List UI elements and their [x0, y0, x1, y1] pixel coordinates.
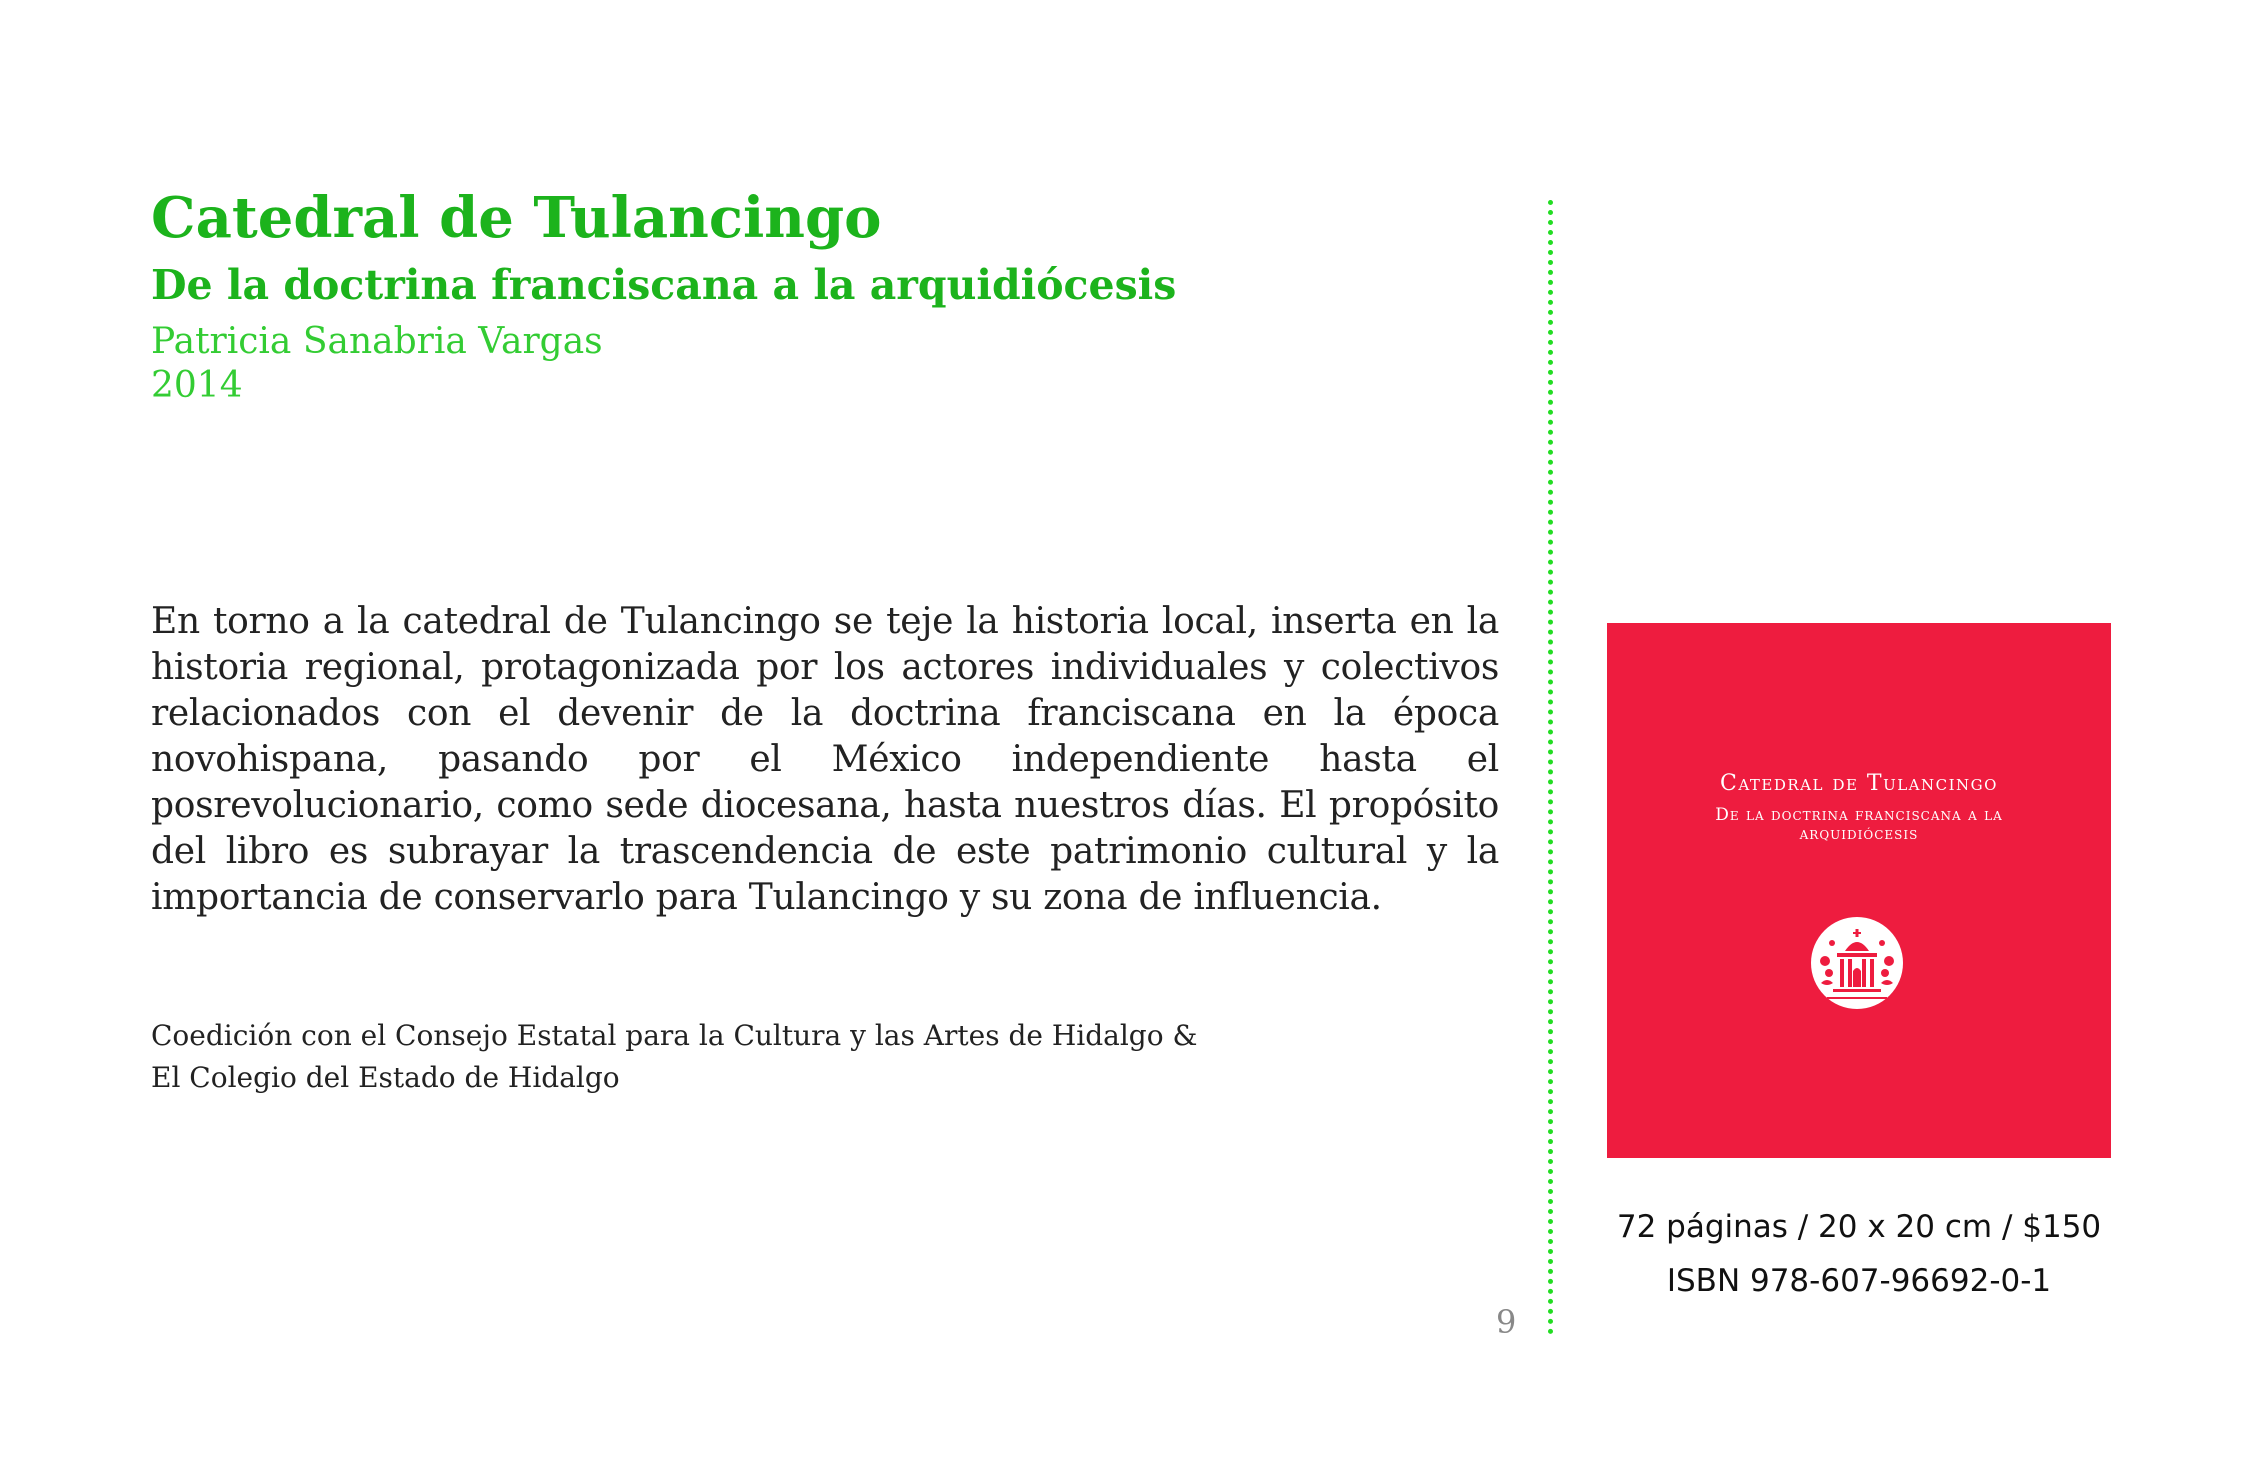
coedition-line-2: El Colegio del Estado de Hidalgo — [151, 1061, 620, 1094]
book-subtitle: De la doctrina franciscana a la arquidiócesis — [151, 261, 1177, 309]
cover-title: Catedral de Tulancingo — [1720, 771, 1998, 796]
specs-isbn: ISBN 978-607-96692-0-1 — [1666, 1263, 2052, 1299]
book-specs — [1607, 1200, 2111, 1308]
book-description: En torno a la catedral de Tulancingo se teje la historia local, inserta en la historia regional, protagonizada por los actores individuales y colectivos relacionados con el devenir de la doctrina franciscana en la época novohispana, pasando por el México independiente hasta el posrevolucionario, como sede diocesana, hasta nuestros días. El propósito del libro es subrayar la trascendencia de este patrimonio cultural y la importancia de conservarlo para Tulancingo y su zona de influencia. — [151, 601, 1499, 918]
page-number: 9 — [1496, 1303, 1517, 1341]
cathedral-seal-icon — [1807, 913, 1907, 1013]
coedition-note — [151, 1015, 1351, 1099]
book-cover — [1607, 623, 2111, 1158]
book-title: Catedral de Tulancingo — [151, 185, 882, 251]
coedition-line-1: Coedición con el Consejo Estatal para la Cultura y las Artes de Hidalgo & — [151, 1019, 1198, 1052]
dotted-divider — [1548, 200, 1553, 1335]
cover-subtitle: De la doctrina franciscana a la arquidiócesis — [1715, 805, 2003, 844]
book-year: 2014 — [151, 365, 243, 406]
specs-pages-size-price: 72 páginas / 20 x 20 cm / $150 — [1616, 1209, 2102, 1245]
book-author: Patricia Sanabria Vargas — [151, 321, 603, 362]
